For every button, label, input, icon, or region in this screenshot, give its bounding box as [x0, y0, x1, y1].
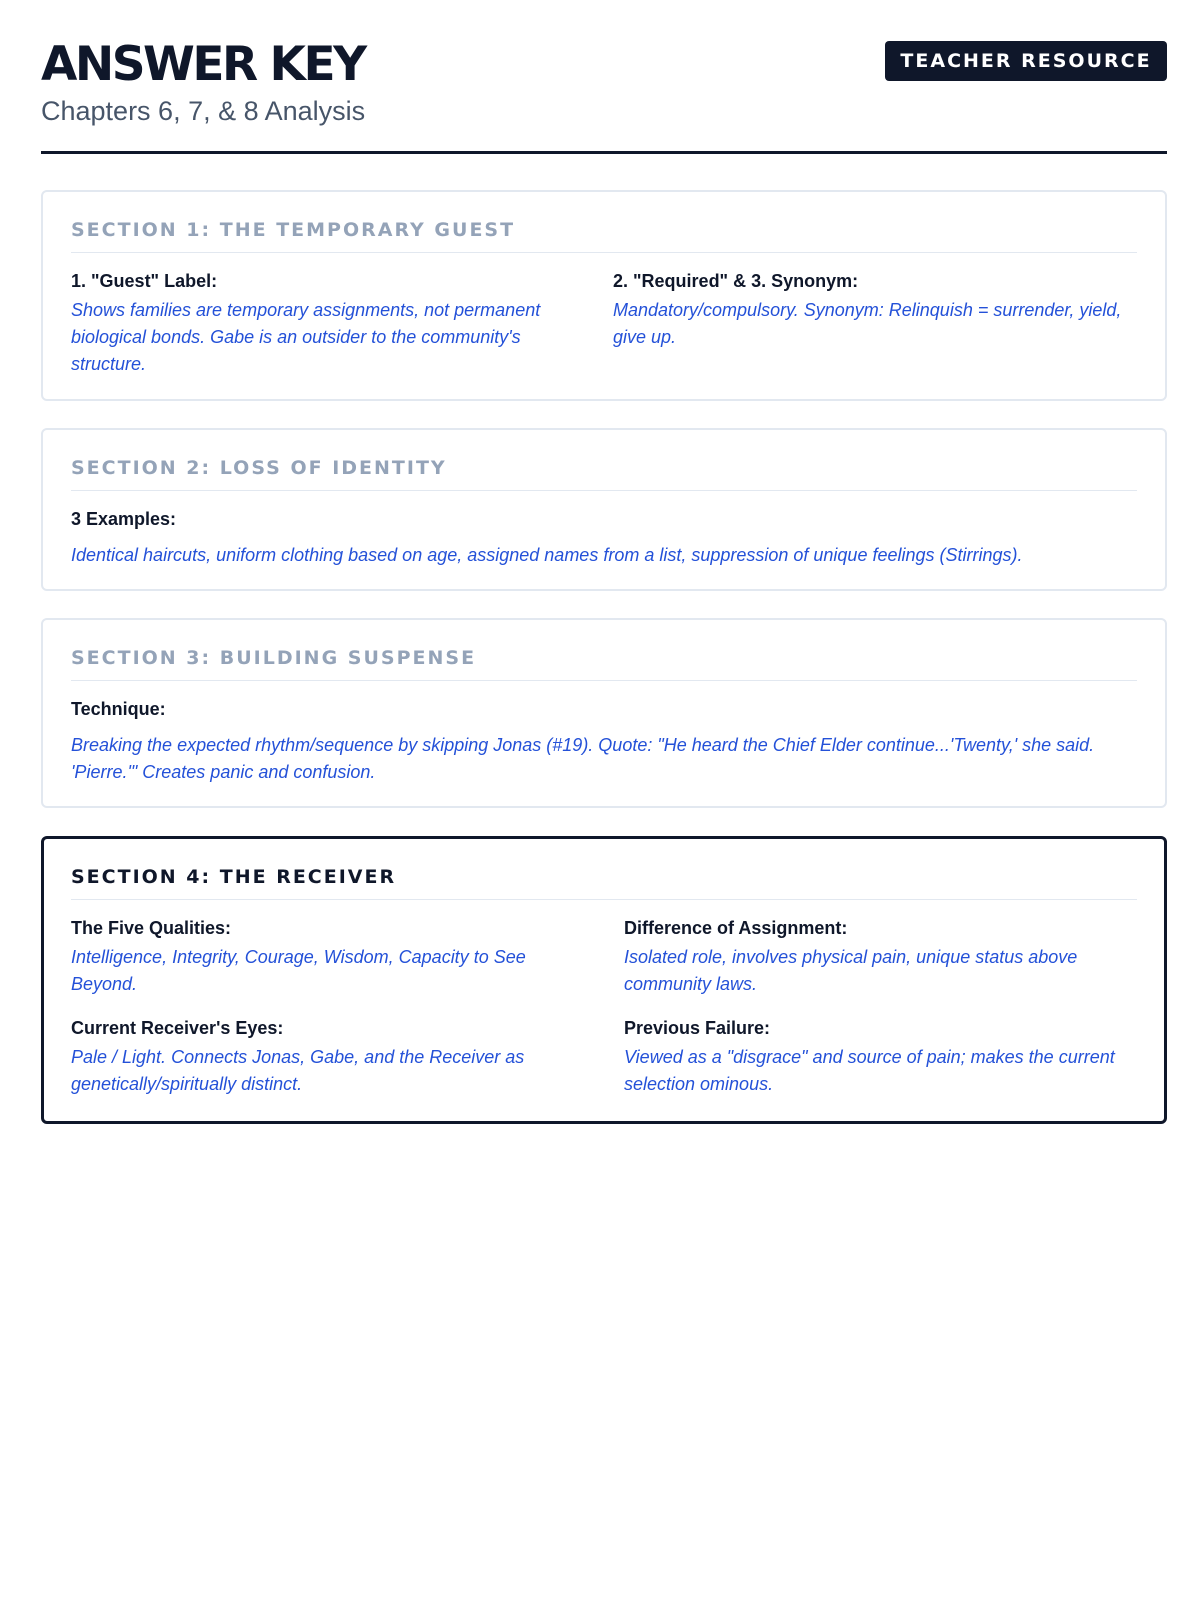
page-subtitle: Chapters 6, 7, & 8 Analysis [41, 96, 366, 126]
answer-text: Intelligence, Integrity, Courage, Wisdom, Capacity to See Beyond. [71, 947, 526, 994]
section-1-grid [71, 270, 1137, 378]
page-header [41, 0, 1167, 154]
section-4-grid-row-2 [71, 1017, 1137, 1098]
answer-text: Viewed as a "disgrace" and source of pain; makes the current selection ominous. [624, 1047, 1115, 1094]
answer-key-page [41, 0, 1167, 1094]
question-label: Previous Failure: [624, 1018, 771, 1038]
receiver-eyes-item [71, 1017, 584, 1098]
answer-text: Mandatory/compulsory. Synonym: Relinquish = surrender, yield, give up. [613, 300, 1122, 347]
section-2-card [41, 428, 1167, 591]
five-qualities-item [71, 917, 584, 998]
answer-text: Isolated role, involves physical pain, unique status above community laws. [624, 947, 1078, 994]
answer-text: Breaking the expected rhythm/sequence by skipping Jonas (#19). Quote: "He heard the Chief Elder continue...'Twenty,' she said. 'Pierre.'" Creates panic and confusion. [71, 735, 1095, 782]
question-label: Current Receiver's Eyes: [71, 1018, 284, 1038]
teacher-resource-badge: TEACHER RESOURCE [885, 41, 1167, 81]
page-title: ANSWER KEY [41, 37, 365, 92]
assignment-difference-item [624, 917, 1137, 998]
section-4-card [41, 836, 1167, 1124]
section-1-card [41, 190, 1167, 401]
required-synonym-item [613, 270, 1137, 378]
examples-item [71, 508, 1137, 569]
section-4-grid-row-1 [71, 917, 1137, 1017]
question-label: 3 Examples: [71, 509, 177, 529]
section-3-title: SECTION 3: BUILDING SUSPENSE [71, 646, 1137, 681]
section-2-title: SECTION 2: LOSS OF IDENTITY [71, 456, 1137, 491]
previous-failure-item [624, 1017, 1137, 1098]
question-label: The Five Qualities: [71, 918, 232, 938]
guest-label-item [71, 270, 571, 378]
section-1-title: SECTION 1: THE TEMPORARY GUEST [71, 218, 1137, 253]
question-label: 2. "Required" & 3. Synonym: [613, 271, 859, 291]
section-4-title: SECTION 4: THE RECEIVER [71, 865, 1137, 900]
section-3-card [41, 618, 1167, 808]
question-label: 1. "Guest" Label: [71, 271, 218, 291]
answer-text: Shows families are temporary assignments, not permanent biological bonds. Gabe is an outsider to the community's structure. [71, 300, 541, 374]
answer-text: Pale / Light. Connects Jonas, Gabe, and the Receiver as genetically/spiritually distinct. [71, 1047, 525, 1094]
technique-item [71, 698, 1137, 786]
question-label: Technique: [71, 699, 166, 719]
answer-text: Identical haircuts, uniform clothing based on age, assigned names from a list, suppression of unique feelings (Stirrings). [71, 545, 1023, 565]
question-label: Difference of Assignment: [624, 918, 848, 938]
